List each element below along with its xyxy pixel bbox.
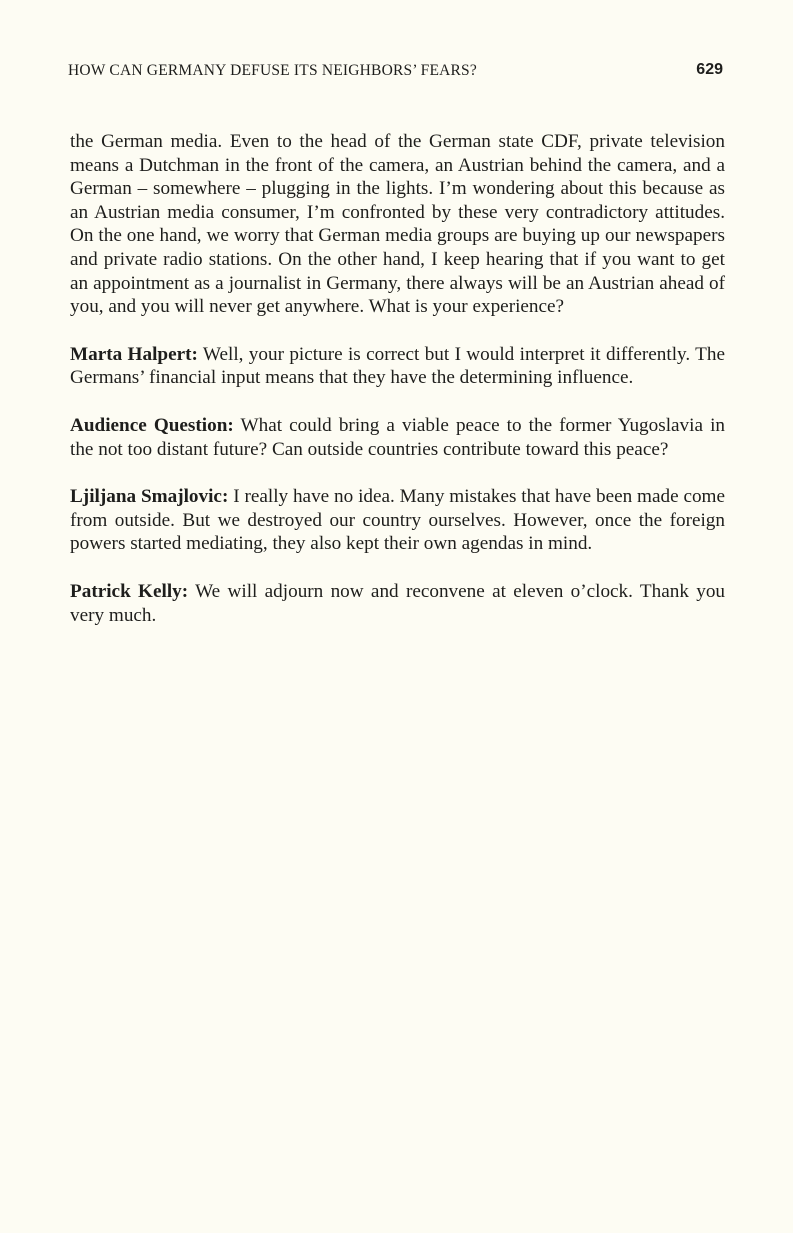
paragraph-ljiljana-smajlovic <box>70 485 725 556</box>
speaker-name: Patrick Kelly: <box>70 580 189 602</box>
paragraph-text: the German media. Even to the head of the German state CDF, private television means a Dutchman in the front of the camera, an Austrian behind the camera, and a German – somewhere – plugging in the lights. I’m wondering about this because as an Austrian media consumer, I’m confronted by these very contradictory attitudes. On the one hand, we worry that German media groups are buying up our newspapers and private radio stations. On the other hand, I keep hearing that if you want to get an appointment as a journalist in Germany, there always will be an Austrian ahead of you, and you will never get anywhere. What is your experience? <box>70 131 725 318</box>
page-number: 629 <box>696 61 723 78</box>
speaker-name: Ljiljana Smajlovic: <box>70 486 229 508</box>
speaker-name: Audience Question: <box>70 414 234 436</box>
paragraph-audience-question <box>70 414 725 461</box>
paragraph-text: What could bring a viable peace to the former Yugoslavia in the not too distant future? Can outside countries contribute toward this peace? <box>70 414 725 460</box>
speaker-name: Marta Halpert: <box>70 343 198 365</box>
paragraph-marta-halpert <box>70 343 725 390</box>
running-title: HOW CAN GERMANY DEFUSE ITS NEIGHBORS’ FEARS? <box>68 62 477 79</box>
paragraph-text: I really have no idea. Many mistakes that have been made come from outside. But we destroyed our country ourselves. However, once the foreign powers started mediating, they also kept their own agendas in mind. <box>70 486 725 555</box>
paragraph-text: We will adjourn now and reconvene at eleven o’clock. Thank you very much. <box>70 580 726 626</box>
running-header <box>68 62 723 84</box>
paragraph-patrick-kelly <box>70 580 725 627</box>
paragraph-continuation <box>70 130 725 319</box>
paragraph-text: Well, your picture is correct but I would interpret it differently. The Germans’ financial input means that they have the determining influence. <box>70 343 726 389</box>
body-text <box>70 130 725 651</box>
